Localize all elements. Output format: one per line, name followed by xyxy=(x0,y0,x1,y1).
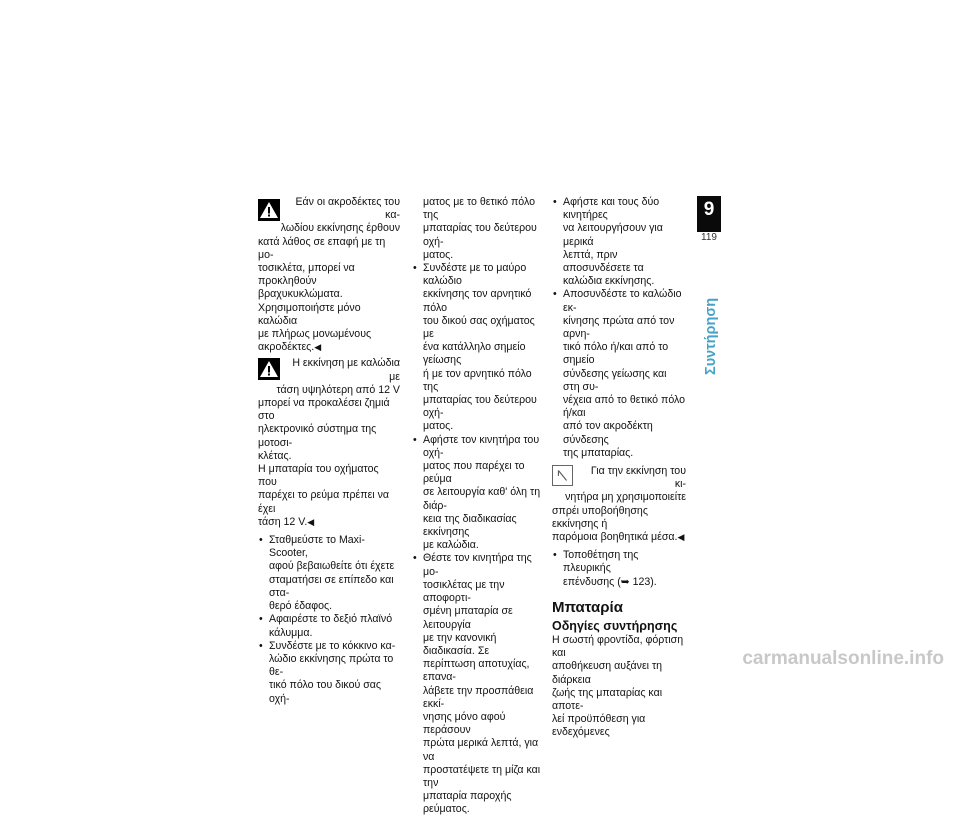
end-mark-icon: ◀ xyxy=(677,532,685,543)
text-line: λεί προϋπόθεση για ενδεχόμενες xyxy=(552,713,646,739)
text-line: σταματήσει σε επίπεδο και στα- xyxy=(269,573,394,599)
watermark: carmanualsonline.info xyxy=(742,648,944,669)
text-line: εκκίνησης τον αρνητικό πόλο xyxy=(423,288,532,314)
text-line: ματος. xyxy=(423,248,454,261)
list-item: • Αφαιρέστε το δεξιό πλαϊνό xyxy=(258,613,400,626)
text-line: τοσικλέτα, μπορεί να προκληθούν xyxy=(258,262,355,288)
text-line: τικό πόλο του δικού σας οχή- xyxy=(269,679,381,705)
text-line: σπρέι υποβοήθησης εκκίνησης ή xyxy=(552,504,648,530)
text-line: νησης μόνο αφού περάσουν xyxy=(423,710,506,737)
list-item: • Αφήστε και τους δύο κινητήρες xyxy=(552,196,686,222)
text-line: ζωής της μπαταρίας και αποτε- xyxy=(552,686,663,712)
list-item: • Αποσυνδέστε το καλώδιο εκ- xyxy=(552,288,686,314)
text-line: περίπτωση αποτυχίας, επανα- xyxy=(423,658,530,684)
text-line: Η σωστή φροντίδα, φόρτιση και xyxy=(552,633,684,660)
text-line: κεια της διαδικασίας εκκίνησης xyxy=(423,512,517,539)
text-line: λεπτά, πριν αποσυνδέσετε τα xyxy=(563,248,644,275)
text-line: μπαταρίας του δεύτερου οχή- xyxy=(423,394,537,420)
text-line: αποθήκευση αυξάνει τη διάρκεια xyxy=(552,660,663,686)
list-item: • Αφήστε τον κινητήρα του οχή- xyxy=(412,434,546,460)
text-line: Η εκκίνηση με καλώδια με xyxy=(292,357,400,383)
text-line: θερό έδαφος. xyxy=(269,600,333,613)
text-line: ματος που παρέχει το ρεύμα xyxy=(423,460,525,486)
text-line: τικό πόλο ή/και από το σημείο xyxy=(563,341,669,367)
text-line: του δικού σας οχήματος με xyxy=(423,314,535,341)
section-heading: Μπαταρία xyxy=(552,598,623,616)
end-mark-icon: ◀ xyxy=(314,342,322,353)
text-line: κίνησης πρώτα από τον αρνη- xyxy=(563,314,675,341)
text-line: μπορεί να προκαλέσει ζημιά στο xyxy=(258,397,390,423)
chapter-number: 9 xyxy=(703,199,715,220)
text-line: από τον ακροδέκτη σύνδεσης xyxy=(563,420,653,446)
text-line: κλέτας. xyxy=(258,449,292,462)
text-line xyxy=(552,531,686,544)
text-line: καλώδια εκκίνησης. xyxy=(563,275,655,288)
text-line: ματος. xyxy=(423,420,454,433)
text-line: νέχεια από το θετικό πόλο ή/και xyxy=(563,394,686,420)
text-line: πρώτα μερικά λεπτά, για να xyxy=(423,737,539,763)
text-line: σμένη μπαταρία σε λειτουργία xyxy=(423,605,513,631)
text-line: με την κανονική διαδικασία. Σε xyxy=(423,631,497,657)
text-line: προστατέψετε τη μίζα και την xyxy=(423,763,541,789)
text-line: σύνδεσης γείωσης και στη συ- xyxy=(563,367,667,393)
text-run: επένδυσης ( xyxy=(563,575,621,588)
text-line: λώδιο εκκίνησης πρώτα το θε- xyxy=(269,652,394,679)
text-line: κατά λάθος σε επαφή με τη μο- xyxy=(258,235,386,261)
text-line: να λειτουργήσουν για μερικά xyxy=(563,222,663,248)
text-line: αφού βεβαιωθείτε ότι έχετε xyxy=(269,560,395,573)
text-line: της μπαταρίας. xyxy=(563,446,634,459)
warning-icon xyxy=(258,199,280,221)
text-line: κάλυμμα. xyxy=(269,626,313,639)
text-line: Χρησιμοποιήστε μόνο καλώδια xyxy=(258,301,361,327)
text-line: με πλήρως μονωμένους xyxy=(258,328,372,341)
text-line: παρέχει το ρεύμα πρέπει να έχει xyxy=(258,489,390,515)
text-line: με καλώδια. xyxy=(423,539,479,552)
reference-arrow-icon: ➥ xyxy=(620,575,630,588)
text-line xyxy=(258,341,400,354)
list-item: • Συνδέστε με το μαύρο καλώδιο xyxy=(412,262,546,288)
text-line: ηλεκτρονικό σύστημα της μοτοσι- xyxy=(258,423,377,449)
list-item: • Σταθμεύστε το Maxi-Scooter, xyxy=(258,534,400,560)
column-1 xyxy=(258,196,400,706)
page-number: 119 xyxy=(696,232,722,243)
warning-icon xyxy=(258,358,280,380)
text-line: νητήρα μη χρησιμοποιείτε xyxy=(565,491,686,504)
section-label: Συντήρηση xyxy=(703,297,719,375)
text-line xyxy=(258,516,400,529)
text-line: ματος με το θετικό πόλο της xyxy=(423,196,536,222)
text-line: μπαταρίας του δεύτερου οχή- xyxy=(423,222,537,248)
text-run: ακροδέκτες. xyxy=(258,341,315,354)
page-reference-link[interactable]: 123). xyxy=(632,575,657,588)
text-line: Η μπαταρία του οχήματος που xyxy=(258,463,379,489)
text-line xyxy=(552,576,686,589)
text-line: ή με τον αρνητικό πόλο της xyxy=(423,367,532,393)
column-2 xyxy=(412,196,546,817)
list-item: • Τοποθέτηση της πλευρικής xyxy=(552,549,686,575)
text-line: τάση υψηλότερη από 12 V xyxy=(276,383,400,396)
text-line: σε λειτουργία καθ' όλη τη διάρ- xyxy=(423,486,541,512)
column-3 xyxy=(552,196,686,740)
text-line: Για την εκκίνηση του κι- xyxy=(590,465,686,491)
text-line: Εάν οι ακροδέκτες του κα- xyxy=(295,196,400,222)
list-item: • Θέστε τον κινητήρα της μο- xyxy=(412,552,546,578)
text-run: παρόμοια βοηθητικά μέσα. xyxy=(552,531,678,544)
text-line: βραχυκυκλώματα. xyxy=(258,288,343,301)
text-line: τοσικλέτας με την αποφορτι- xyxy=(423,578,505,605)
hint-icon xyxy=(552,465,573,486)
text-line: ένα κατάλληλο σημείο γείωσης xyxy=(423,341,526,367)
text-line: λάβετε την προσπάθεια εκκί- xyxy=(423,684,534,710)
end-mark-icon: ◀ xyxy=(307,516,315,527)
list-item: • Συνδέστε με το κόκκινο κα- xyxy=(258,640,400,653)
text-run: τάση 12 V. xyxy=(258,515,308,528)
text-line: μπαταρία παροχής ρεύματος. xyxy=(423,790,512,816)
text-line: λωδίου εκκίνησης έρθουν xyxy=(280,222,400,235)
subsection-heading: Οδηγίες συντήρησης xyxy=(552,618,678,633)
